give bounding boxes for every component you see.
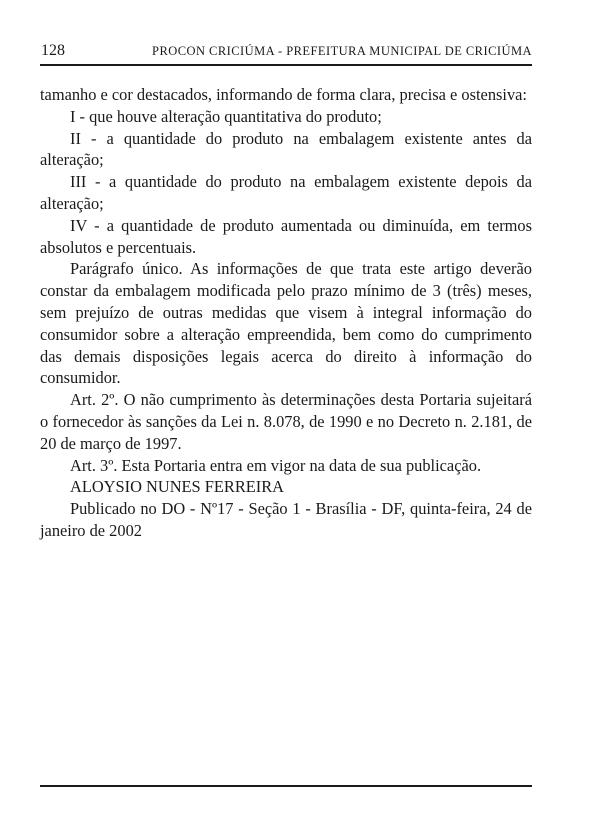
paragraph-article-3: Art. 3º. Esta Portaria entra em vigor na data de sua publicação. bbox=[70, 455, 482, 475]
footer-rule bbox=[40, 785, 532, 787]
paragraph-continuation: tamanho e cor destacados, informando de forma clara, precisa e ostensiva: bbox=[40, 85, 527, 104]
paragraph-sole-paragraph: Parágrafo único. As informações de que trata este artigo deverão constar da embalagem modificada pelo prazo mínimo de 3 (três) meses, sem prejuízo de outras medidas que visem à integral informação do consumidor sobre a alteração empreendida, bem como do cumprimento das demais disposições legais acerca do direito à informação do consumidor. bbox=[40, 259, 532, 388]
header-title: PROCON CRICIÚMA - PREFEITURA MUNICIPAL DE CRICIÚMA bbox=[152, 44, 532, 58]
paragraph-publication: Publicado no DO - Nº17 - Seção 1 - Brasília - DF, quinta-feira, 24 de janeiro de 2002 bbox=[40, 499, 532, 540]
body-text bbox=[40, 84, 532, 542]
header-rule bbox=[40, 64, 532, 66]
paragraph-signatory: ALOYSIO NUNES FERREIRA bbox=[70, 477, 284, 497]
paragraph-item-iv: IV - a quantidade de produto aumentada ou diminuída, em termos absolutos e percentuais. bbox=[40, 215, 532, 257]
running-header bbox=[40, 40, 532, 62]
document-page bbox=[40, 0, 532, 827]
paragraph-article-2: Art. 2º. O não cumprimento às determinações desta Portaria sujeitará o fornecedor às sanções da Lei n. 8.078, de 1990 e no Decreto n. 2.181, de 20 de março de 1997. bbox=[40, 390, 532, 453]
paragraph-item-ii: II - a quantidade do produto na embalagem existente antes da alteração; bbox=[40, 128, 532, 170]
page-number: 128 bbox=[41, 42, 65, 59]
paragraph-item-iii: III - a quantidade do produto na embalagem existente depois da alteração; bbox=[40, 172, 532, 213]
paragraph-item-i: I - que houve alteração quantitativa do produto; bbox=[70, 106, 382, 126]
